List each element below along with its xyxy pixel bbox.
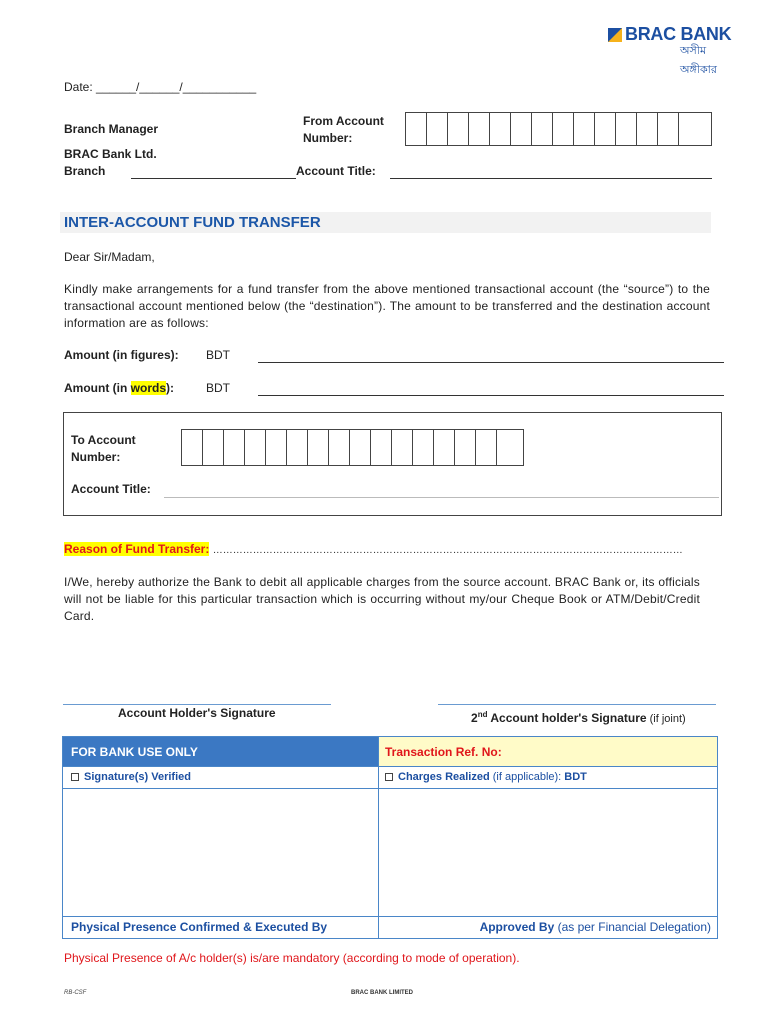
- brac-bank-logo: [606, 24, 736, 76]
- logo-name: BRAC BANK: [625, 24, 732, 44]
- to-account-title-label: Account Title:: [71, 482, 151, 496]
- account-title-input-line[interactable]: [390, 178, 712, 179]
- account-title-label: Account Title:: [296, 164, 376, 178]
- transaction-ref-cell[interactable]: Transaction Ref. No:: [379, 737, 718, 767]
- date-field[interactable]: Date: ______/______/___________: [64, 80, 257, 94]
- amount-figures-currency: BDT: [206, 348, 230, 362]
- signature-verified-cell[interactable]: Signature(s) Verified: [63, 767, 379, 789]
- branch-manager-label: Branch Manager: [64, 122, 159, 136]
- bank-name-label: BRAC Bank Ltd.: [64, 147, 157, 161]
- form-code: RB-CSF: [64, 990, 87, 996]
- from-account-label: From Account Number:: [303, 114, 384, 145]
- approved-by-cell: Approved By (as per Financial Delegation): [379, 917, 718, 939]
- amount-words-label: Amount (in words):: [64, 381, 174, 395]
- footer-company: BRAC BANK LIMITED: [351, 990, 413, 996]
- bank-use-header: FOR BANK USE ONLY: [63, 737, 379, 767]
- intro-paragraph: Kindly make arrangements for a fund transfer from the above mentioned transactional account (the “source”) to the transactional account mentioned below (the “destination”). The amount to be transferred and the destination account information are as follows:: [64, 282, 710, 330]
- from-account-number-boxes[interactable]: [405, 112, 712, 146]
- holder-signature-line[interactable]: [63, 704, 331, 705]
- branch-input-line[interactable]: [131, 178, 296, 179]
- reason-label: Reason of Fund Transfer:: [64, 542, 210, 556]
- reason-row: [64, 542, 724, 556]
- authorization-paragraph: I/We, hereby authorize the Bank to debit all applicable charges from the source account. BRAC Bank or, its officials will not be liable for this particular transaction which is occurring without my/our Cheque Book or ATM/Debit/Credit Card.: [64, 575, 700, 623]
- logo-mark-icon: [608, 28, 622, 42]
- holder-signature-label: Account Holder's Signature: [118, 706, 276, 720]
- charges-realized-checkbox[interactable]: [385, 773, 393, 781]
- charges-realized-cell[interactable]: Charges Realized (if applicable): BDT: [379, 767, 718, 789]
- physical-presence-cell: Physical Presence Confirmed & Executed By: [63, 917, 379, 939]
- reason-dots[interactable]: ……………………………………………………………………………………………………………………………: [212, 545, 683, 556]
- to-account-label: To Account Number:: [71, 433, 136, 464]
- branch-label: Branch: [64, 164, 106, 178]
- mandatory-notice: Physical Presence of A/c holder(s) is/are mandatory (according to mode of operation).: [64, 951, 520, 965]
- approved-by-signature-area[interactable]: [379, 789, 718, 917]
- amount-words-currency: BDT: [206, 381, 230, 395]
- signature-verified-checkbox[interactable]: [71, 773, 79, 781]
- salutation: Dear Sir/Madam,: [64, 250, 155, 264]
- form-title: INTER-ACCOUNT FUND TRANSFER: [60, 212, 711, 233]
- amount-figures-label: Amount (in figures):: [64, 348, 179, 362]
- to-account-title-input-line[interactable]: [164, 497, 719, 498]
- second-signature-label: 2nd Account holder's Signature (if joint): [471, 710, 686, 725]
- bank-use-table: [62, 736, 718, 939]
- logo-tagline: অসীম অঙ্গীকার: [680, 45, 717, 76]
- executed-by-signature-area[interactable]: [63, 789, 379, 917]
- amount-figures-input-line[interactable]: [258, 362, 724, 363]
- amount-words-input-line[interactable]: [258, 395, 724, 396]
- to-account-number-boxes[interactable]: [181, 429, 524, 466]
- second-signature-line[interactable]: [438, 704, 716, 705]
